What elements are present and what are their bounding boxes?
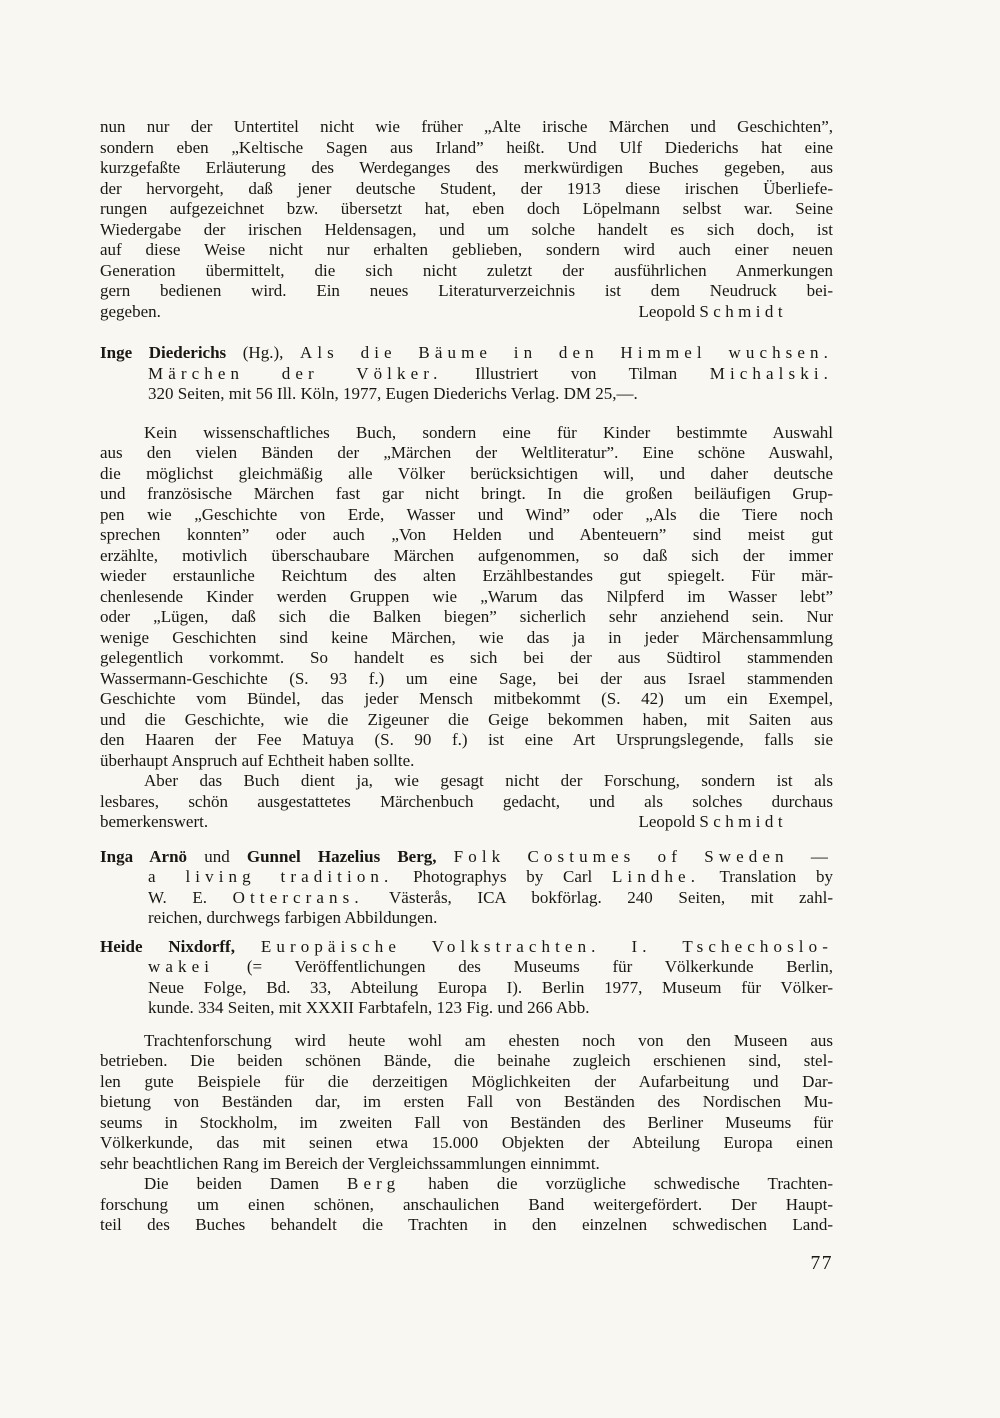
text-line: Kein wissenschaftliches Buch, sondern eine für Kinder bestimmte Auswahl [144, 422, 833, 442]
entry-heading-line [100, 937, 833, 958]
entry-author: Gunnel Hazelius Berg, [246, 846, 454, 866]
text-line: forschung um einen schönen, anschaulichen Band weitergefördert. Der Haupt- [100, 1194, 833, 1214]
text-line: Völkerkunde, das mit seinen etwa 15.000 Objekten der Abteilung Europa einen [100, 1133, 833, 1152]
review-paragraph [100, 771, 833, 833]
entry-imprint: reichen, durchwegs farbigen Abbildungen. [148, 908, 438, 927]
page-number: 77 [810, 1252, 833, 1274]
text-line [100, 302, 833, 323]
entry-heading-line [100, 343, 833, 364]
entry-heading-line [100, 957, 833, 978]
book-entry-nixdorff [100, 937, 833, 1019]
text-line: auf diese Weise nicht nur erhalten geblieben, sondern wird auch einer neuen [100, 240, 833, 259]
text-line [100, 1174, 833, 1195]
text-segment: haben die vorzügliche schwedische Trachten- [400, 1174, 834, 1193]
text-line: aus den vielen Bänden der „Märchen der Weltliteratur”. Eine schöne Auswahl, [100, 443, 833, 462]
text-line: rungen aufgezeichnet bzw. übersetzt hat, eben doch Löpelmann selbst war. Seine [100, 199, 833, 218]
text-line [100, 812, 833, 833]
signature-first-name: Leopold [638, 301, 700, 321]
text-line: chenlesende Kinder werden Gruppen wie „Warum das Nilpferd im Wasser lebt” [100, 586, 833, 606]
text-line: und französische Märchen fast gar nicht bringt. In die großen beiläufigen Grup- [100, 484, 833, 503]
entry-title: Als die Bäume in den Himmel wuchsen. [299, 343, 833, 362]
entry-subtitle: a living tradition. [148, 867, 394, 886]
text-line: Geschichte vom Bündel, das jeder Mensch mitbekommt (S. 42) um ein Exempel, [100, 689, 833, 708]
review-paragraph [100, 1174, 833, 1236]
signature-last-name: Schmidt [699, 301, 787, 321]
entry-subtitle: Märchen der Völker. [148, 363, 443, 383]
text-line: wenige Geschichten sind keine Märchen, wie das ja in jeder Märchensammlung [100, 627, 833, 647]
paragraph-end: gegeben. [100, 301, 161, 321]
text-block [100, 117, 833, 1274]
entry-author-suffix: (Hg.), [226, 343, 300, 362]
text-line: Aber das Buch dient ja, wie gesagt nicht der Forschung, sondern ist als [144, 771, 833, 790]
text-segment: Die beiden Damen [144, 1174, 348, 1193]
continuation-paragraph [100, 117, 833, 322]
entry-detail: (= Veröffentlichungen des Museums für Völkerkunde Berlin, [214, 957, 833, 976]
text-line: kurzgefaßte Erläuterung des Werdeganges des merkwürdigen Buches gegeben, aus [100, 158, 833, 177]
text-line: oder „Lügen, daß sich die Balken biegen” sicherlich sehr anziehend sein. Nur [100, 607, 833, 626]
entry-heading-line: Neue Folge, Bd. 33, Abteilung Europa I). Berlin 1977, Museum für Völker- [148, 977, 833, 997]
text-line: wieder erstaunliche Reichtum des alten Erzählbestandes gut spiegelt. Für mär- [100, 566, 833, 585]
entry-title: Folk Costumes of Sweden — [453, 846, 833, 866]
entry-author-connector: und [187, 846, 247, 866]
text-line: Wassermann-Geschichte (S. 93 f.) um eine Sage, bei der aus Israel stammenden [100, 668, 833, 688]
text-line: Generation übermittelt, die sich nicht zuletzt der ausführlichen Anmerkungen [100, 260, 833, 280]
text-line: gelegentlich vorkommt. So handelt es sich bei der aus Südtirol stammenden [100, 648, 833, 667]
text-line: und die Geschichte, wie die Zigeuner die Geige bekommen haben, mit Saiten aus [100, 709, 833, 729]
reviewer-signature [638, 812, 833, 833]
entry-imprint: kunde. 334 Seiten, mit XXXII Farbtafeln, 123 Fig. und 266 Abb. [148, 998, 590, 1017]
text-line: teil des Buches behandelt die Trachten in den einzelnen schwedischen Land- [100, 1215, 833, 1234]
entry-heading-line [100, 364, 833, 385]
text-line: den Haaren der Fee Matuya (S. 90 f.) ist eine Art Ursprungslegende, falls sie [100, 730, 833, 749]
review-paragraph [100, 423, 833, 772]
entry-author: Inge Diederichs [100, 343, 227, 362]
author-name-spaced: Berg [347, 1174, 401, 1193]
text-line: nun nur der Untertitel nicht wie früher „Alte irische Märchen und Geschichten”, [100, 117, 833, 136]
entry-detail: W. E. [148, 887, 233, 907]
entry-title: Europäische Volkstrachten. I. Tschechoslo- [260, 936, 833, 956]
text-line: gern bedienen wird. Ein neues Literaturverzeichnis ist dem Neudruck bei- [100, 281, 833, 300]
text-line: überhaupt Anspruch auf Echtheit haben sollte. [100, 750, 415, 770]
book-entry-arnoe-berg [100, 847, 833, 929]
entry-author: Heide Nixdorff, [100, 936, 261, 956]
text-line: erzählte, motivlich überschaubare Märchen aufgenommen, so daß sich der immer [100, 545, 833, 565]
book-entry-diederichs [100, 343, 833, 405]
text-line: seums in Stockholm, im zweiten Fall von Beständen des Berliner Museums für [100, 1112, 833, 1132]
entry-illustrator: Michalski. [709, 363, 833, 383]
signature-first-name: Leopold [638, 812, 700, 831]
entry-title-continued: wakei [148, 957, 215, 976]
text-line: Wiedergabe der irischen Heldensagen, und um solche handelt es sich doch, ist [100, 219, 833, 239]
entry-detail: Illustriert von Tilman [442, 363, 710, 383]
text-line: die möglichst gleichmäßig alle Völker berücksichtigen will, und daher deutsche [100, 463, 833, 483]
signature-last-name: Schmidt [699, 812, 787, 831]
entry-author: Inga Arnö [100, 846, 188, 866]
text-line: len gute Beispiele für die derzeitigen Möglichkeiten der Aufarbeitung und Dar- [100, 1071, 833, 1091]
entry-translator: Ottercrans. [232, 887, 364, 907]
entry-detail: Photographys by Carl [393, 867, 612, 886]
entry-detail: Translation by [700, 867, 833, 886]
entry-photographer: Lindhe. [611, 867, 701, 886]
text-line: sprechen konnten” oder auch „Von Helden und Abenteuern” sind meist gut [100, 525, 833, 544]
entry-heading-line [100, 847, 833, 868]
text-line: sehr beachtlichen Rang im Bereich der Vergleichssammlungen einnimmt. [100, 1153, 600, 1173]
text-line: lesbares, schön ausgestattetes Märchenbuch gedacht, und als solches durchaus [100, 791, 833, 811]
text-line: pen wie „Geschichte von Erde, Wasser und Wind” oder „Als die Tiere noch [100, 504, 833, 524]
reviewer-signature [638, 302, 833, 323]
entry-imprint: Västerås, ICA bokförlag. 240 Seiten, mit zahl- [363, 887, 833, 907]
entry-heading-line [100, 888, 833, 909]
text-line: der hervorgeht, daß jener deutsche Student, der 1913 diese irischen Überliefe- [100, 178, 833, 198]
text-line: Trachtenforschung wird heute wohl am ehesten noch von den Museen aus [144, 1030, 833, 1050]
text-line: bietung von Beständen dar, im ersten Fall von Beständen des Nordischen Mu- [100, 1092, 833, 1111]
entry-heading-line [100, 867, 833, 888]
paragraph-end: bemerkenswert. [100, 812, 209, 831]
review-paragraph [100, 1031, 833, 1175]
text-line: betrieben. Die beiden schönen Bände, die beinahe zugleich erschienen sind, stel- [100, 1051, 833, 1070]
text-line: sondern eben „Keltische Sagen aus Irland” heißt. Und Ulf Diederichs hat eine [100, 137, 833, 157]
entry-imprint: 320 Seiten, mit 56 Ill. Köln, 1977, Eugen Diederichs Verlag. DM 25,—. [148, 384, 638, 403]
